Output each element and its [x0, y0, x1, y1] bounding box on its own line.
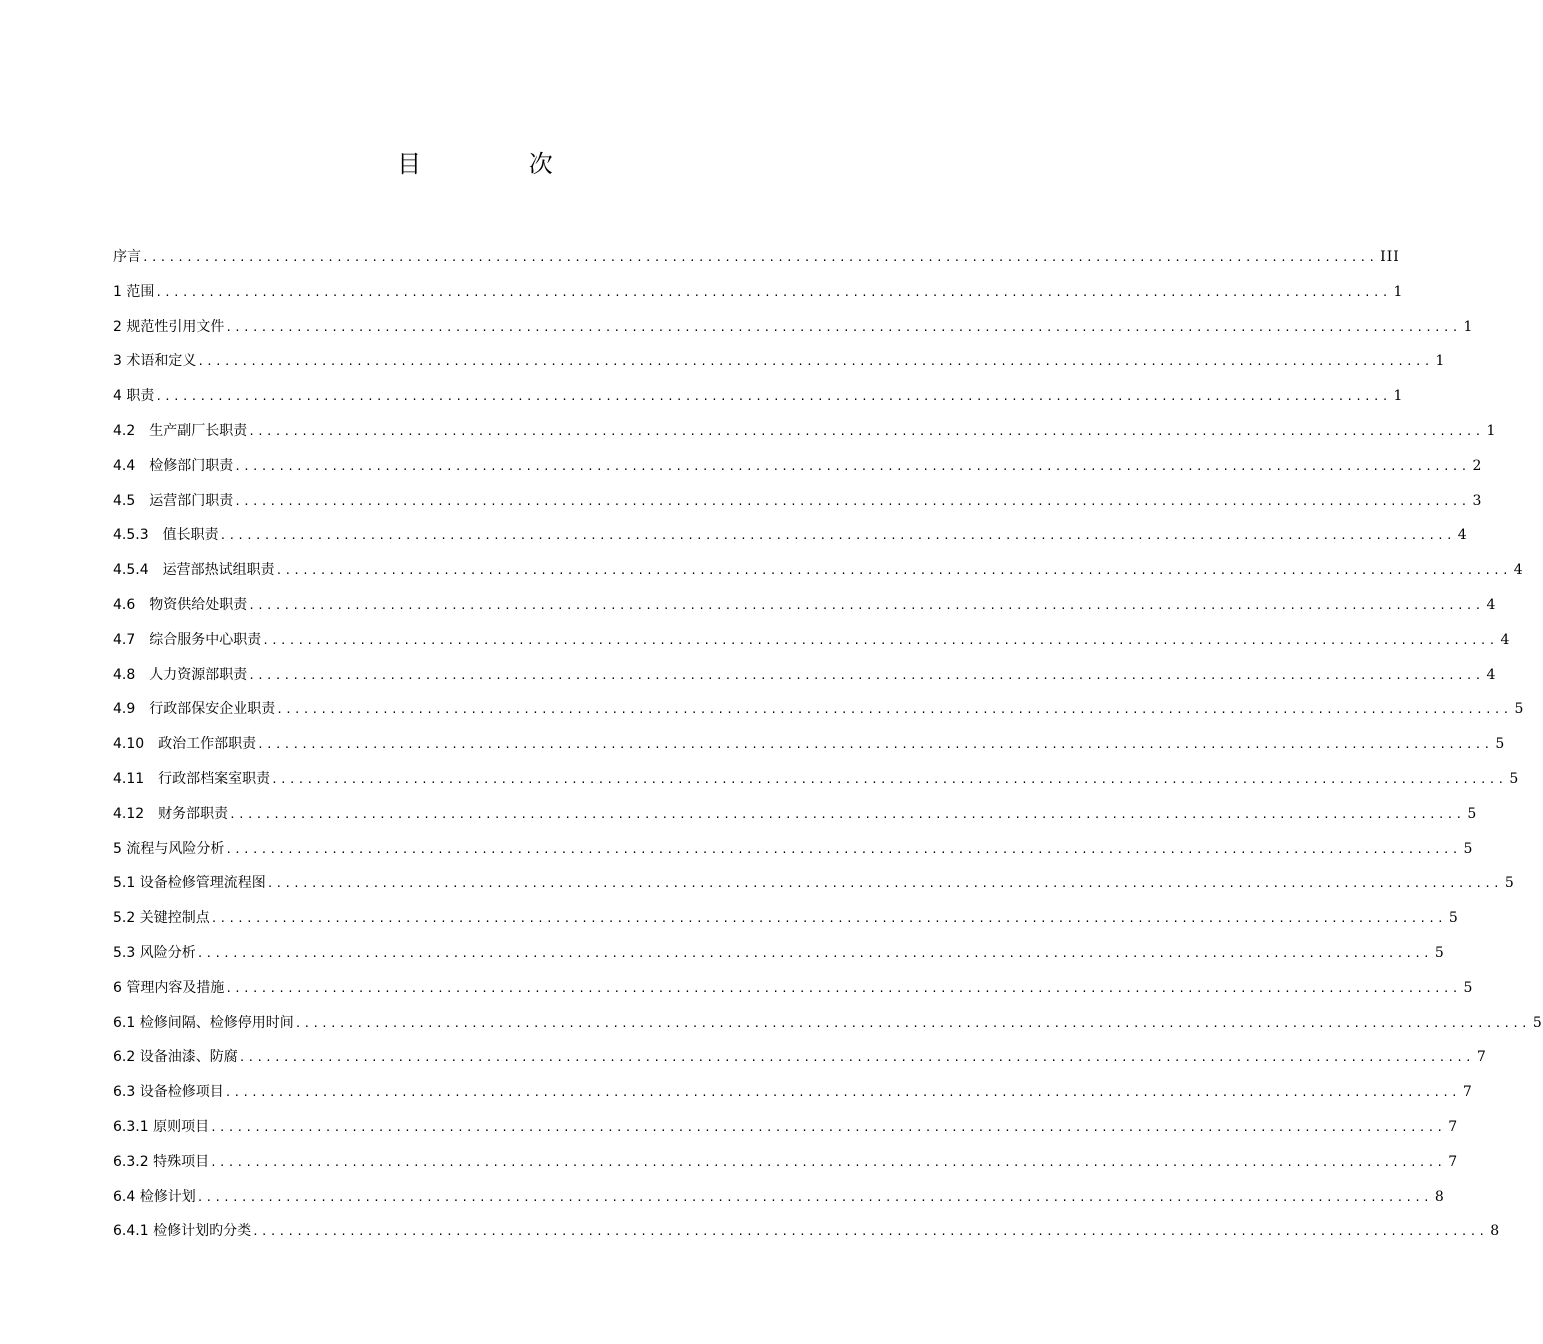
toc-entry-page-number: 1 — [1393, 388, 1404, 405]
toc-entry[interactable] — [113, 449, 1483, 484]
toc-entry[interactable] — [113, 1040, 1487, 1075]
toc-entry[interactable] — [113, 727, 1506, 762]
toc-entry-page-number: 7 — [1448, 1118, 1459, 1135]
toc-entry-label: 4.9 行政部保安企业职责 — [113, 701, 276, 718]
toc-leader-dots: ............................................................................................................................................ — [234, 459, 1470, 473]
toc-entry-label: 4.5.4 运营部热试组职责 — [113, 562, 275, 579]
toc-entry-page-number: 5 — [1495, 736, 1506, 753]
toc-entry-label: 2 规范性引用文件 — [113, 318, 225, 335]
toc-entry[interactable] — [113, 936, 1445, 971]
toc-entry-label: 3 术语和定义 — [113, 353, 197, 370]
toc-entry[interactable] — [113, 866, 1515, 901]
toc-entry-label: 6.1 检修间隔、检修停用时间 — [113, 1014, 294, 1031]
toc-entry-page-number: 8 — [1434, 1188, 1445, 1205]
toc-entry-label: 6.3.2 特殊项目 — [113, 1153, 210, 1170]
toc-entry-label: 6.3.1 原则项目 — [113, 1118, 210, 1135]
toc-entry-page-number: 5 — [1532, 1014, 1543, 1031]
toc-leader-dots: ............................................................................................................................................ — [225, 320, 1461, 334]
toc-leader-dots: ............................................................................................................................................ — [197, 355, 1433, 369]
toc-entry[interactable] — [113, 1075, 1473, 1110]
toc-entry-page-number: 5 — [1434, 944, 1445, 961]
toc-entry-page-number: 5 — [1514, 701, 1525, 718]
toc-entry-page-number: 5 — [1463, 840, 1474, 857]
toc-entry-label: 5.1 设备检修管理流程图 — [113, 875, 266, 892]
toc-entry-label: 4.2 生产副厂长职责 — [113, 422, 248, 439]
toc-leader-dots: ............................................................................................................................................ — [225, 842, 1461, 856]
toc-leader-dots: ............................................................................................................................................ — [224, 1086, 1460, 1100]
toc-entry[interactable] — [113, 901, 1459, 936]
toc-entry[interactable] — [113, 1214, 1501, 1249]
toc-entry[interactable] — [113, 588, 1497, 623]
toc-entry-page-number: 4 — [1457, 527, 1468, 544]
toc-entry-page-number: 5 — [1509, 770, 1520, 787]
toc-entry-label: 5 流程与风险分析 — [113, 840, 225, 857]
toc-entry-label: 4.8 人力资源部职责 — [113, 666, 248, 683]
toc-entry-label: 4.6 物资供给处职责 — [113, 596, 248, 613]
toc-list — [113, 240, 1543, 1249]
toc-entry[interactable] — [113, 797, 1478, 832]
toc-leader-dots: ............................................................................................................................................ — [257, 738, 1493, 752]
toc-leader-dots: ............................................................................................................................................ — [196, 1190, 1432, 1204]
toc-leader-dots: ............................................................................................................................................ — [262, 633, 1498, 647]
toc-entry-label: 1 范围 — [113, 283, 155, 300]
toc-entry[interactable] — [113, 240, 1400, 275]
toc-leader-dots: ............................................................................................................................................ — [275, 564, 1511, 578]
toc-leader-dots: ............................................................................................................................................ — [238, 1051, 1474, 1065]
toc-entry[interactable] — [113, 658, 1497, 693]
toc-entry-label: 4.7 综合服务中心职责 — [113, 631, 262, 648]
toc-leader-dots: ............................................................................................................................................ — [294, 1016, 1530, 1030]
toc-leader-dots: ............................................................................................................................................ — [142, 251, 1378, 264]
toc-entry-page-number: 5 — [1463, 979, 1474, 996]
toc-entry[interactable] — [113, 379, 1404, 414]
toc-entry-page-number: 7 — [1462, 1084, 1473, 1101]
toc-leader-dots: ............................................................................................................................................ — [234, 494, 1470, 508]
toc-entry[interactable] — [113, 518, 1468, 553]
toc-entry[interactable] — [113, 1006, 1543, 1041]
toc-entry-page-number: 4 — [1500, 631, 1511, 648]
toc-entry-page-number: 4 — [1513, 562, 1524, 579]
toc-entry[interactable] — [113, 1180, 1445, 1215]
toc-leader-dots: ............................................................................................................................................ — [155, 285, 1391, 299]
toc-entry-label: 4.10 政治工作部职责 — [113, 736, 257, 753]
toc-entry-page-number: 5 — [1448, 910, 1459, 927]
toc-entry-page-number: 5 — [1504, 875, 1515, 892]
toc-entry[interactable] — [113, 484, 1483, 519]
toc-leader-dots: ............................................................................................................................................ — [271, 772, 1507, 786]
toc-leader-dots: ............................................................................................................................................ — [248, 598, 1484, 612]
toc-entry[interactable] — [113, 692, 1525, 727]
toc-entry-label: 4.4 检修部门职责 — [113, 457, 234, 474]
toc-entry[interactable] — [113, 275, 1404, 310]
toc-entry-page-number: 7 — [1476, 1049, 1487, 1066]
toc-entry-label: 6.4 检修计划 — [113, 1188, 196, 1205]
toc-entry-page-number: 1 — [1435, 353, 1446, 370]
toc-entry[interactable] — [113, 414, 1497, 449]
toc-leader-dots: ............................................................................................................................................ — [210, 1120, 1446, 1134]
toc-entry[interactable] — [113, 1145, 1459, 1180]
toc-entry-page-number: 3 — [1472, 492, 1483, 509]
toc-leader-dots: ............................................................................................................................................ — [266, 877, 1502, 891]
toc-entry-page-number: 1 — [1393, 283, 1404, 300]
toc-leader-dots: ............................................................................................................................................ — [229, 807, 1465, 821]
toc-entry-label: 6.3 设备检修项目 — [113, 1084, 224, 1101]
toc-leader-dots: ............................................................................................................................................ — [225, 981, 1461, 995]
toc-entry-page-number: 4 — [1486, 666, 1497, 683]
toc-leader-dots: ............................................................................................................................................ — [252, 1225, 1488, 1239]
toc-entry-page-number: 5 — [1467, 805, 1478, 822]
toc-entry-page-number: 8 — [1490, 1223, 1501, 1240]
toc-leader-dots: ............................................................................................................................................ — [248, 424, 1484, 438]
toc-entry[interactable] — [113, 553, 1524, 588]
toc-entry-label: 4 职责 — [113, 388, 155, 405]
toc-entry-label: 4.11 行政部档案室职责 — [113, 770, 271, 787]
toc-entry-label: 序言 — [113, 249, 141, 265]
toc-leader-dots: ............................................................................................................................................ — [219, 529, 1455, 543]
toc-entry[interactable] — [113, 310, 1474, 345]
toc-entry-label: 4.5 运营部门职责 — [113, 492, 234, 509]
toc-entry-label: 6 管理内容及措施 — [113, 979, 225, 996]
toc-leader-dots: ............................................................................................................................................ — [210, 1155, 1446, 1169]
toc-entry[interactable] — [113, 971, 1474, 1006]
toc-leader-dots: ............................................................................................................................................ — [276, 703, 1512, 717]
toc-entry-label: 4.5.3 值长职责 — [113, 527, 219, 544]
toc-entry-page-number: III — [1380, 249, 1400, 265]
toc-entry-page-number: 1 — [1486, 422, 1497, 439]
toc-leader-dots: ............................................................................................................................................ — [196, 946, 1432, 960]
toc-leader-dots: ............................................................................................................................................ — [210, 912, 1446, 926]
toc-entry[interactable] — [113, 762, 1520, 797]
toc-leader-dots: ............................................................................................................................................ — [155, 390, 1391, 404]
toc-entry[interactable] — [113, 1110, 1459, 1145]
toc-title: 目 次 — [397, 150, 603, 178]
toc-entry-label: 4.12 财务部职责 — [113, 805, 229, 822]
toc-entry[interactable] — [113, 832, 1474, 867]
toc-entry-label: 5.2 关键控制点 — [113, 910, 210, 927]
toc-entry-label: 6.2 设备油漆、防腐 — [113, 1049, 238, 1066]
toc-entry-label: 5.3 风险分析 — [113, 944, 196, 961]
toc-entry-page-number: 7 — [1448, 1153, 1459, 1170]
toc-entry-page-number: 4 — [1486, 596, 1497, 613]
toc-entry-page-number: 1 — [1463, 318, 1474, 335]
toc-entry[interactable] — [113, 344, 1446, 379]
toc-entry-label: 6.4.1 检修计划旳分类 — [113, 1223, 252, 1240]
toc-entry-page-number: 2 — [1472, 457, 1483, 474]
toc-leader-dots: ............................................................................................................................................ — [248, 668, 1484, 682]
toc-entry[interactable] — [113, 623, 1511, 658]
